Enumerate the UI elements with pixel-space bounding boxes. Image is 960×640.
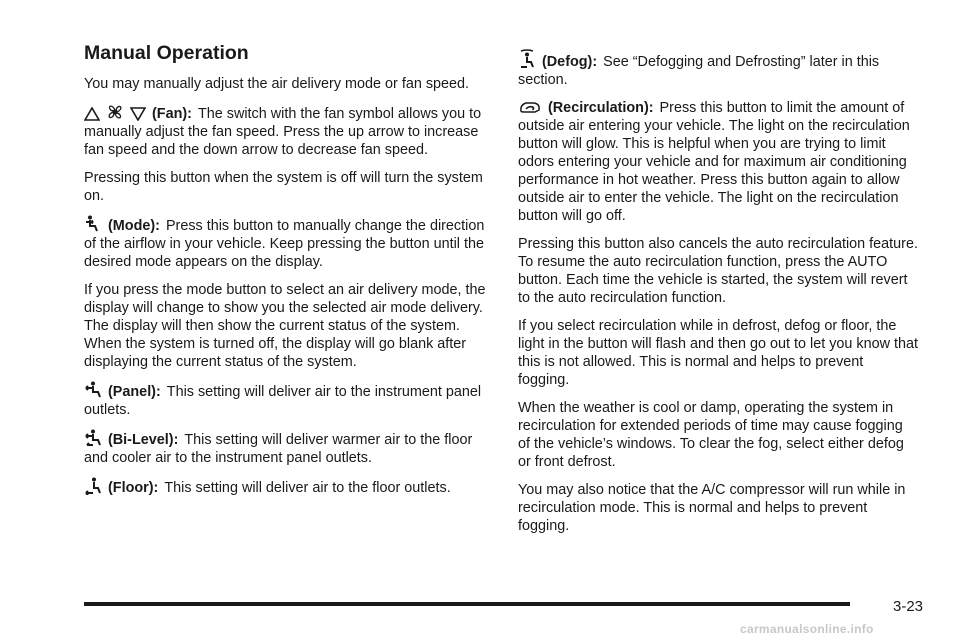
mode-text: Press this button to manually change the direction of the airflow in your vehicle. Keep pressing the button until the desired mode appears on the display. (84, 218, 485, 270)
mode-term: (Mode): (108, 218, 160, 234)
bilevel-term: (Bi-Level): (108, 432, 179, 448)
page-number: 3-23 (893, 598, 924, 615)
panel-term: (Panel): (108, 384, 161, 400)
fan-note: Pressing this button when the system is off will turn the system on. (84, 170, 483, 204)
defog-entry (518, 49, 918, 89)
recirculation-paragraph-4: When the weather is cool or damp, operating the system in recirculation for extended periods of time may cause fogging of the vehicle’s windows. To clear the fog, select either defog or front defrost. (518, 400, 904, 470)
bilevel-entry (84, 429, 492, 467)
panel-vent-icon (84, 381, 102, 399)
intro-paragraph: You may manually adjust the air delivery mode or fan speed. (84, 76, 470, 92)
recirculation-entry (518, 99, 918, 225)
arrow-up-icon (84, 107, 100, 121)
mode-entry (84, 215, 492, 271)
watermark: carmanualsonline.info (740, 622, 874, 636)
defog-term: (Defog): (542, 54, 598, 70)
recirculation-icon (518, 99, 542, 115)
recirculation-paragraph-2: Pressing this button also cancels the auto recirculation feature. To resume the auto recirculation function, press the AUTO button. Each time the vehicle is started, the system will revert to the auto recirculation function. (518, 236, 918, 306)
fan-icon (106, 103, 124, 121)
left-column (84, 42, 492, 507)
recirculation-paragraph-5: You may also notice that the A/C compressor will run while in recirculation mode. This is normal and helps to prevent fogging. (518, 482, 906, 534)
defog-text: See “Defogging and Defrosting” later in this section. (518, 54, 880, 88)
floor-term: (Floor): (108, 480, 159, 496)
recirculation-paragraph-3: If you select recirculation while in defrost, defog or floor, the light in the button will flash and then go out to let you know that this is not allowed. This is normal and helps to prevent fogging. (518, 318, 919, 388)
floor-text: This setting will deliver air to the floor outlets. (164, 480, 451, 496)
section-title: Manual Operation (84, 42, 249, 64)
recirculation-text: Press this button to limit the amount of outside air entering your vehicle. The light on the recirculation button will glow. This is helpful when you are trying to limit odors entering your vehicle and for maximum air conditioning performance in hot weather. Press this button again to allow outside air to enter the vehicle. The light on the recirculation button will go off. (518, 100, 910, 224)
panel-entry (84, 381, 492, 419)
arrow-down-icon (130, 107, 146, 121)
defog-icon (518, 49, 536, 69)
bi-level-icon (84, 429, 102, 447)
fan-term: (Fan): (152, 106, 192, 122)
bilevel-text: This setting will deliver warmer air to the floor and cooler air to the instrument panel outlets. (84, 432, 473, 466)
right-column (518, 49, 918, 545)
footer-rule (84, 602, 850, 606)
floor-icon (84, 477, 102, 495)
panel-text: This setting will deliver air to the instrument panel outlets. (84, 384, 482, 418)
floor-entry (84, 477, 492, 497)
mode-note: If you press the mode button to select an air delivery mode, the display will change to show you the selected air mode delivery. The display will then show the current status of the system. When the system is turned off, the display will go blank after displaying the current status of the system. (84, 282, 486, 370)
fan-entry (84, 103, 492, 159)
recirculation-term: (Recirculation): (548, 100, 654, 116)
fan-text: The switch with the fan symbol allows you to manually adjust the fan speed. Press the up arrow to increase fan speed and the down arrow to decrease fan speed. (84, 106, 482, 158)
mode-icon (84, 215, 102, 233)
